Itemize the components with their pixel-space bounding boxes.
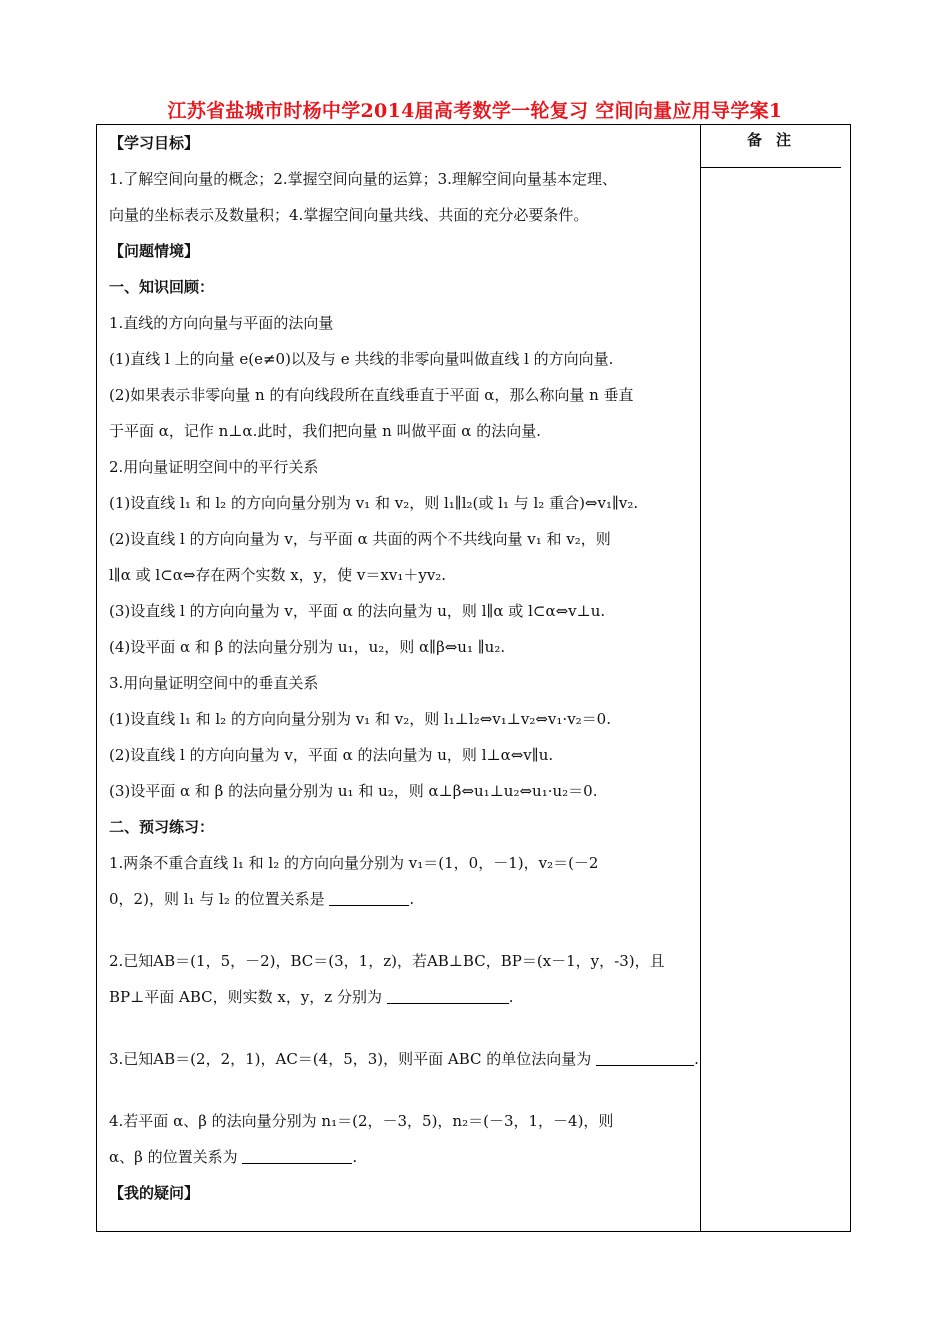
topic-1-item-1: (1)直线 l 上的向量 e(e≠0)以及与 e 共线的非零向量叫做直线 l 的方向向量. (109, 350, 614, 368)
topic-3-item-1: (1)设直线 l₁ 和 l₂ 的方向向量分别为 v₁ 和 v₂，则 l₁⊥l₂⇔v₁⊥v₂⇔v₁·v₂＝0. (109, 710, 611, 728)
topic-2-item-3: (3)设直线 l 的方向向量为 v，平面 α 的法向量为 u，则 l∥α 或 l⊂α⇔v⊥u. (109, 602, 606, 620)
topic-2-item-4: (4)设平面 α 和 β 的法向量分别为 u₁，u₂，则 α∥β⇔u₁ ∥u₂. (109, 638, 506, 656)
goal-line-1: 1.了解空间向量的概念；2.掌握空间向量的运算；3.理解空间向量基本定理、 (109, 170, 617, 188)
topic-1: 1.直线的方向向量与平面的法向量 (109, 314, 334, 332)
topic-2: 2.用向量证明空间中的平行关系 (109, 458, 319, 476)
exercise-1a: 1.两条不重合直线 l₁ 和 l₂ 的方向向量分别为 v₁＝(1，0，－1)，v₂＝(－2 (109, 854, 599, 872)
worksheet-table (96, 124, 851, 1232)
topic-3-item-3: (3)设平面 α 和 β 的法向量分别为 u₁ 和 u₂，则 α⊥β⇔u₁⊥u₂⇔u₁·u₂＝0. (109, 782, 598, 800)
answer-blank-3[interactable] (596, 1047, 694, 1066)
exercise-2b (109, 979, 699, 1015)
answer-blank-2[interactable] (387, 985, 509, 1004)
exercise-3-text: 3.已知AB＝(2，2，1)，AC＝(4，5，3)，则平面 ABC 的单位法向量为 (109, 1050, 592, 1068)
notes-column-header: 备注 (746, 131, 805, 149)
section-practice: 二、预习练习： (109, 818, 215, 836)
topic-2-item-2b: l∥α 或 l⊂α⇔存在两个实数 x，y，使 v＝xv₁＋yv₂. (109, 566, 447, 584)
period: . (508, 988, 514, 1006)
section-questions: 【我的疑问】 (109, 1184, 200, 1202)
section-review: 一、知识回顾： (109, 278, 215, 296)
topic-1-item-2a: (2)如果表示非零向量 n 的有向线段所在直线垂直于平面 α，那么称向量 n 垂直 (109, 386, 634, 404)
exercise-1b-text: 0，2)，则 l₁ 与 l₂ 的位置关系是 (109, 890, 325, 908)
exercise-4b-text: α、β 的位置关系为 (109, 1148, 238, 1166)
period: . (409, 890, 415, 908)
answer-blank-1[interactable] (329, 887, 409, 906)
exercise-4b (109, 1139, 699, 1175)
topic-2-item-2a: (2)设直线 l 的方向向量为 v，与平面 α 共面的两个不共线向量 v₁ 和 v₂，则 (109, 530, 611, 548)
exercise-3 (109, 1041, 699, 1077)
topic-1-item-2b: 于平面 α，记作 n⊥α.此时，我们把向量 n 叫做平面 α 的法向量. (109, 422, 541, 440)
exercise-4a: 4.若平面 α、β 的法向量分别为 n₁＝(2，－3，5)，n₂＝(－3，1，－4)，则 (109, 1112, 614, 1130)
period: . (352, 1148, 358, 1166)
answer-blank-4[interactable] (242, 1145, 352, 1164)
exercise-2b-text: BP⊥平面 ABC，则实数 x，y，z 分别为 (109, 988, 382, 1006)
section-situation: 【问题情境】 (109, 242, 200, 260)
exercise-1b (109, 881, 699, 917)
main-content (109, 125, 699, 1211)
topic-3-item-2: (2)设直线 l 的方向向量为 v，平面 α 的法向量为 u，则 l⊥α⇔v∥u. (109, 746, 554, 764)
goal-line-2: 向量的坐标表示及数量积；4.掌握空间向量共线、共面的充分必要条件。 (109, 206, 589, 224)
exercise-2a: 2.已知AB＝(1，5，－2)，BC＝(3，1，z)，若AB⊥BC，BP＝(x－1，y，-3)，且 (109, 952, 665, 970)
document-title: 江苏省盐城市时杨中学2014届高考数学一轮复习 空间向量应用导学案1 (167, 100, 783, 122)
topic-3: 3.用向量证明空间中的垂直关系 (109, 674, 319, 692)
notes-divider (701, 167, 841, 168)
topic-2-item-1: (1)设直线 l₁ 和 l₂ 的方向向量分别为 v₁ 和 v₂，则 l₁∥l₂(或 l₁ 与 l₂ 重合)⇔v₁∥v₂. (109, 494, 639, 512)
column-divider (700, 125, 701, 1231)
section-goals: 【学习目标】 (109, 134, 200, 152)
period: . (694, 1050, 699, 1068)
